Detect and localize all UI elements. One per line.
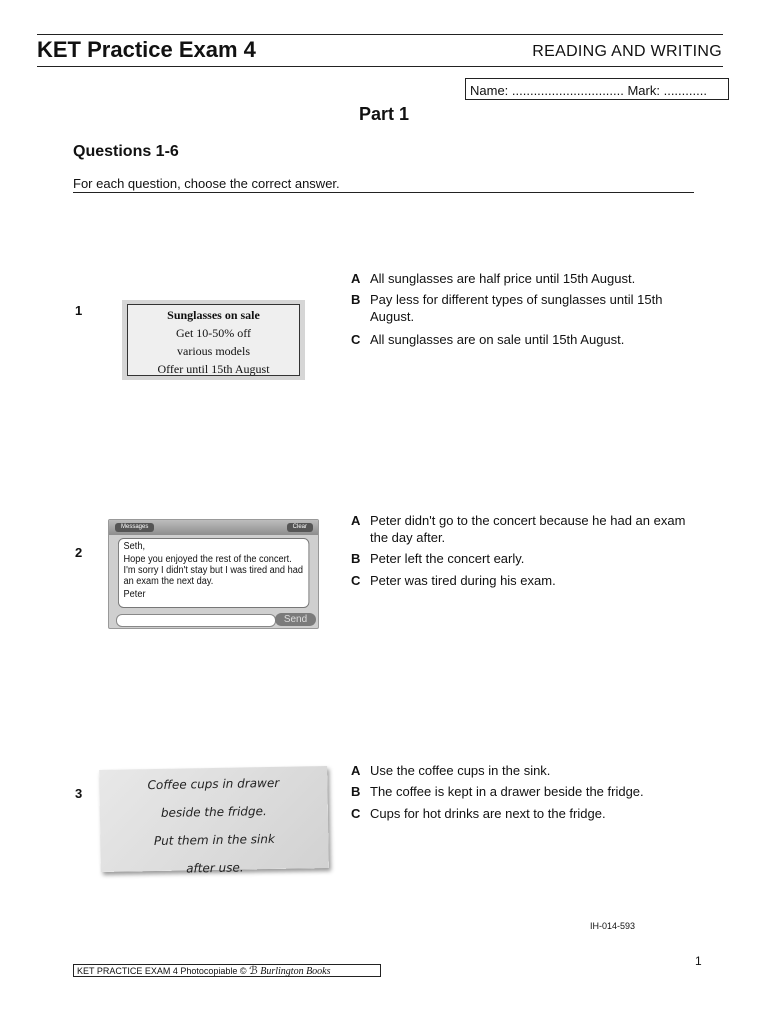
note-line: Put them in the sink [153,831,275,849]
message-input [116,614,276,627]
footer-box [73,964,381,977]
q2-option-a: A Peter didn't go to the concert because he had an exam the day after. [351,513,686,545]
send-button: Send [275,613,316,626]
message-greeting: Seth, [123,541,146,552]
phone-message-screen [108,519,319,629]
question-number-1: 1 [75,303,83,318]
instruction-text: For each question, choose the correct answer. [73,176,340,191]
q3-option-b: B The coffee is kept in a drawer beside the fridge. [351,784,644,799]
q1-option-b: B Pay less for different types of sunglasses until 15th August. [351,292,663,324]
messages-back-button: Messages [115,523,154,532]
q3-option-c: C Cups for hot drinks are next to the fridge. [351,806,606,821]
publisher-logo-icon: ℬ [249,965,258,977]
phone-toolbar [109,520,318,535]
sale-sign [122,300,305,380]
instruction-rule [73,192,694,193]
page-number: 1 [695,954,702,968]
header-rule [37,66,723,67]
section-title: READING AND WRITING [532,43,722,60]
sticky-note [99,766,329,876]
q1-option-c: C All sunglasses are on sale until 15th August. [351,332,625,347]
message-bubble [118,538,309,608]
note-line: beside the fridge. [160,804,267,820]
questions-heading: Questions 1-6 [73,143,179,160]
note-line: after use. [186,860,244,876]
sign-line: Get 10-50% off [175,326,252,340]
question-number-3: 3 [75,786,83,801]
publisher-brand: Burlington Books [260,966,331,977]
name-mark-box: Name: ............................... Mark: ............ [465,78,729,100]
part-title: Part 1 [358,104,410,124]
message-signature: Peter [123,589,146,600]
message-body: Hope you enjoyed the rest of the concert. I'm sorry I didn't stay but I was tired and had an exam the next day. [123,554,303,587]
q1-option-a: A All sunglasses are half price until 15th August. [351,271,636,286]
q3-option-a: A Use the coffee cups in the sink. [351,763,551,778]
sign-line: Sunglasses on sale [167,308,260,322]
q2-option-b: B Peter left the concert early. [351,551,525,566]
footer-text: KET PRACTICE EXAM 4 Photocopiable © [77,966,247,976]
note-line: Coffee cups in drawer [147,775,280,793]
document-code: IH-014-593 [590,921,636,931]
clear-button: Clear [287,523,313,532]
top-rule [37,34,723,35]
q2-option-c: C Peter was tired during his exam. [351,573,556,588]
exam-title: KET Practice Exam 4 [37,37,256,62]
sign-line: various models [177,344,250,358]
question-number-2: 2 [75,545,83,560]
sign-line: Offer until 15th August [157,362,270,376]
